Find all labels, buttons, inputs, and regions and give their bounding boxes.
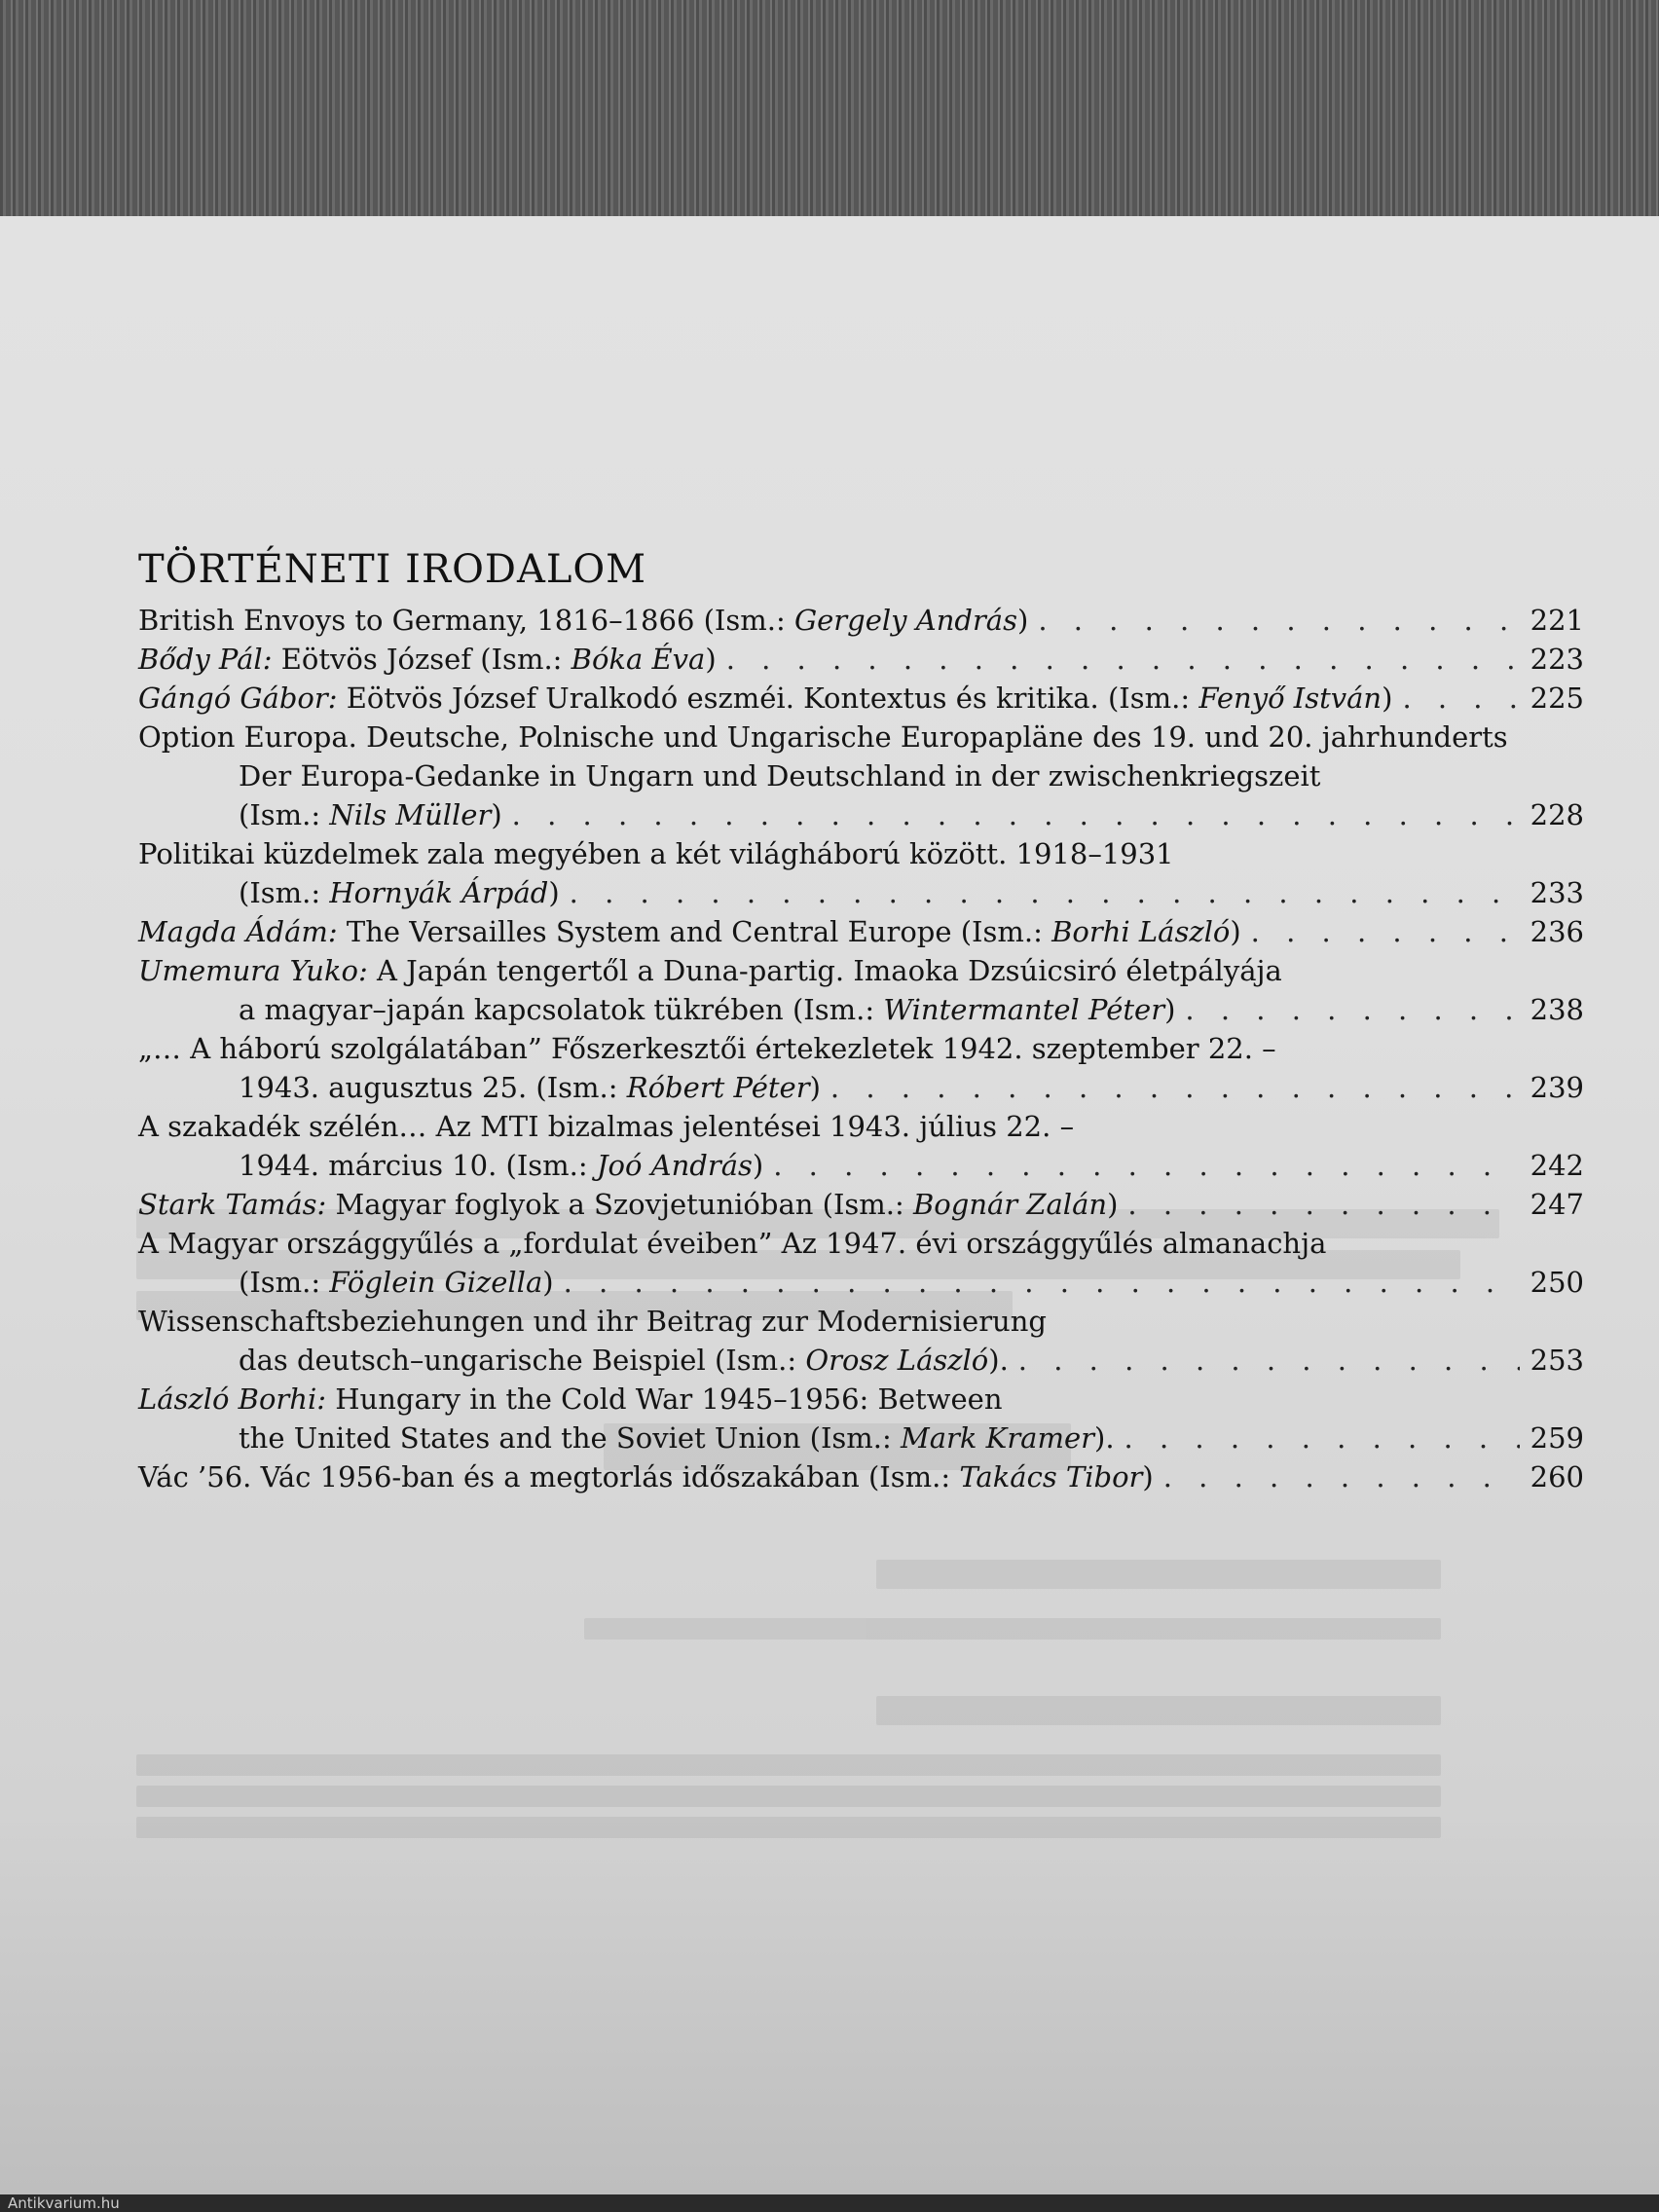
toc-entry: [138, 1107, 1584, 1185]
toc-entry-author: Umemura Yuko:: [138, 954, 368, 987]
toc-entry-title: Wissenschaftsbeziehungen und ihr Beitrag zur Modernisierung: [138, 1305, 1047, 1338]
toc-page-number: 259: [1530, 1421, 1584, 1455]
toc-entry: [138, 1302, 1584, 1380]
toc-page-number: 223: [1530, 643, 1584, 676]
toc-entry-reviewer: Bognár Zalán: [912, 1188, 1108, 1221]
toc-entry: [138, 912, 1584, 951]
toc-entry-title: the United States and the Soviet Union (Ism.:: [239, 1421, 902, 1455]
toc-page-number: 242: [1530, 1149, 1584, 1182]
toc-entry-close: ).: [988, 1344, 1009, 1377]
toc-entry-title: Hungary in the Cold War 1945–1956: Between: [326, 1382, 1003, 1416]
toc-entry-title: Magyar foglyok a Szovjetunióban (Ism.:: [326, 1188, 913, 1221]
toc-page-number: 238: [1530, 993, 1584, 1026]
toc-entry: [138, 1380, 1584, 1457]
toc-entry-close: ): [491, 798, 502, 831]
toc-entry-close: ): [705, 643, 717, 676]
toc-entry-title: A szakadék szélén… Az MTI bizalmas jelentései 1943. július 22. –: [138, 1110, 1075, 1143]
toc-entry-text: [138, 912, 1241, 951]
toc-page-number: 225: [1530, 682, 1584, 715]
book-page: [0, 216, 1659, 2212]
toc-entry-title: 1944. március 10. (Ism.:: [239, 1149, 597, 1182]
toc-entry-reviewer: Nils Müller: [329, 798, 492, 831]
toc-entry: [138, 951, 1584, 1029]
toc-entry-line: [138, 1380, 1584, 1419]
toc-entry-close: ).: [1094, 1421, 1115, 1455]
toc-page-number: 221: [1530, 604, 1584, 637]
toc-entry-line: [138, 640, 1584, 679]
toc-entry-text: [138, 951, 1282, 990]
toc-entry-title: Eötvös József (Ism.:: [272, 643, 571, 676]
toc-entry-reviewer: Gergely András: [793, 604, 1017, 637]
toc-entry-line: [138, 718, 1584, 756]
toc-entry-text: [138, 1302, 1047, 1341]
toc-entry-text: [138, 1185, 1118, 1224]
dot-leader: [1402, 679, 1520, 718]
toc-entry-text: [138, 640, 717, 679]
toc-entry-reviewer: Bóka Éva: [571, 643, 706, 676]
toc-entry-title: Option Europa. Deutsche, Polnische und Ungarische Europapläne des 19. und 20. jahrhunderts: [138, 720, 1508, 754]
dot-leader: [512, 795, 1520, 834]
table-of-contents: [138, 601, 1584, 1496]
toc-entry-line: [138, 1302, 1584, 1341]
toc-entry: [138, 679, 1584, 718]
toc-page-number: 239: [1530, 1071, 1584, 1104]
toc-entry-title: British Envoys to Germany, 1816–1866 (Ism.:: [138, 604, 794, 637]
toc-entry-line: [138, 795, 1584, 834]
toc-entry-text: [239, 1263, 554, 1302]
toc-entry-text: [138, 1224, 1326, 1263]
toc-entry-author: Gángó Gábor:: [138, 682, 338, 715]
toc-entry-reviewer: Joó András: [596, 1149, 753, 1182]
dot-leader: [564, 1263, 1520, 1302]
toc-entry-text: [239, 795, 502, 834]
toc-entry-text: [138, 1380, 1003, 1419]
toc-entry-text: [138, 1029, 1276, 1068]
toc-entry-reviewer: Orosz László: [805, 1344, 989, 1377]
toc-entry-text: [138, 718, 1508, 756]
toc-entry-line: [138, 1068, 1584, 1107]
toc-page-number: 260: [1530, 1460, 1584, 1493]
toc-entry-reviewer: Borhi László: [1051, 915, 1231, 948]
toc-entry-title: „… A háború szolgálatában” Főszerkesztői értekezletek 1942. szeptember 22. –: [138, 1032, 1276, 1065]
toc-page-number: 247: [1530, 1188, 1584, 1221]
toc-entry-line: [138, 756, 1584, 795]
dot-leader: [1038, 601, 1520, 640]
toc-entry-title: A Magyar országgyűlés a „fordulat éveiben” Az 1947. évi országgyűlés almanachja: [138, 1227, 1327, 1260]
toc-entry-text: [138, 679, 1392, 718]
toc-entry-close: ): [1164, 993, 1176, 1026]
toc-entry-line: [138, 1029, 1584, 1068]
toc-entry-line: [138, 1146, 1584, 1185]
toc-page-number: 233: [1530, 876, 1584, 909]
toc-entry: [138, 1224, 1584, 1302]
toc-entry-title: A Japán tengertől a Duna-partig. Imaoka Dzsúicsiró életpályája: [367, 954, 1282, 987]
toc-entry: [138, 1457, 1584, 1496]
toc-entry-line: [138, 873, 1584, 912]
toc-entry-reviewer: Hornyák Árpád: [329, 876, 549, 909]
toc-entry-title: The Versailles System and Central Europe (Ism.:: [337, 915, 1052, 948]
toc-entry-title: 1943. augusztus 25. (Ism.:: [239, 1071, 627, 1104]
toc-entry-text: [239, 873, 560, 912]
toc-entry-reviewer: Mark Kramer: [901, 1421, 1094, 1455]
toc-entry-close: ): [809, 1071, 821, 1104]
toc-page-number: 253: [1530, 1344, 1584, 1377]
toc-entry-line: [138, 951, 1584, 990]
toc-entry-author: Stark Tamás:: [138, 1188, 327, 1221]
dot-leader: [830, 1068, 1520, 1107]
toc-entry-title: (Ism.:: [239, 798, 330, 831]
dot-leader: [1018, 1341, 1520, 1380]
toc-entry-text: [239, 990, 1175, 1029]
dot-leader: [570, 873, 1520, 912]
toc-entry-line: [138, 1107, 1584, 1146]
toc-entry-title: das deutsch–ungarische Beispiel (Ism.:: [239, 1344, 806, 1377]
toc-entry-line: [138, 601, 1584, 640]
toc-entry-reviewer: Róbert Péter: [626, 1071, 810, 1104]
toc-entry-reviewer: Fenyő István: [1198, 682, 1382, 715]
toc-page-number: 228: [1530, 798, 1584, 831]
toc-entry-close: ): [752, 1149, 764, 1182]
toc-entry-close: ): [542, 1266, 554, 1299]
toc-entry-line: [138, 679, 1584, 718]
toc-entry-line: [138, 912, 1584, 951]
dot-leader: [773, 1146, 1520, 1185]
table-surface: [0, 0, 1659, 234]
dot-leader: [1124, 1419, 1520, 1457]
toc-entry-reviewer: Takács Tibor: [959, 1460, 1143, 1493]
toc-entry-text: [239, 1068, 821, 1107]
toc-entry-close: ): [548, 876, 560, 909]
toc-entry-text: [138, 1457, 1154, 1496]
toc-entry-title: Eötvös József Uralkodó eszméi. Kontextus és kritika. (Ism.:: [337, 682, 1199, 715]
toc-entry: [138, 1029, 1584, 1107]
toc-entry-close: ): [1107, 1188, 1119, 1221]
toc-entry-text: [239, 756, 1320, 795]
toc-entry-close: ): [1230, 915, 1241, 948]
toc-entry-title: Vác ’56. Vác 1956-ban és a megtorlás időszakában (Ism.:: [138, 1460, 960, 1493]
toc-entry-line: [138, 1341, 1584, 1380]
toc-entry-text: [239, 1419, 1115, 1457]
toc-entry-title: Der Europa-Gedanke in Ungarn und Deutschland in der zwischenkriegszeit: [239, 759, 1321, 793]
toc-page-number: 250: [1530, 1266, 1584, 1299]
toc-entry-title: a magyar–japán kapcsolatok tükrében (Ism.:: [239, 993, 884, 1026]
toc-entry: [138, 601, 1584, 640]
toc-page-number: 236: [1530, 915, 1584, 948]
toc-entry-close: ): [1142, 1460, 1154, 1493]
toc-entry-close: ): [1016, 604, 1029, 637]
toc-entry: [138, 834, 1584, 912]
toc-entry-line: [138, 1263, 1584, 1302]
toc-entry-text: [138, 834, 1174, 873]
toc-entry-text: [239, 1341, 1009, 1380]
toc-entry-title: (Ism.:: [239, 1266, 330, 1299]
toc-entry-author: Bődy Pál:: [138, 643, 273, 676]
section-title: TÖRTÉNETI IRODALOM: [138, 547, 647, 592]
toc-entry-text: [138, 1107, 1074, 1146]
toc-entry-line: [138, 1224, 1584, 1263]
toc-entry-line: [138, 1419, 1584, 1457]
dot-leader: [1163, 1457, 1520, 1496]
toc-entry-text: [239, 1146, 763, 1185]
toc-entry-author: László Borhi:: [138, 1382, 327, 1416]
watermark: Antikvarium.hu: [0, 2194, 1659, 2212]
dot-leader: [1251, 912, 1520, 951]
toc-entry-title: Politikai küzdelmek zala megyében a két világháború között. 1918–1931: [138, 837, 1174, 870]
toc-entry-text: [138, 601, 1028, 640]
toc-entry-reviewer: Föglein Gizella: [329, 1266, 543, 1299]
toc-entry-author: Magda Ádám:: [138, 915, 338, 948]
toc-entry-line: [138, 834, 1584, 873]
toc-entry-reviewer: Wintermantel Péter: [883, 993, 1165, 1026]
toc-entry-line: [138, 1185, 1584, 1224]
toc-entry-line: [138, 990, 1584, 1029]
toc-entry: [138, 1185, 1584, 1224]
toc-entry: [138, 718, 1584, 834]
toc-entry-close: ): [1382, 682, 1393, 715]
toc-entry-line: [138, 1457, 1584, 1496]
dot-leader: [726, 640, 1520, 679]
dot-leader: [1185, 990, 1520, 1029]
toc-entry: [138, 640, 1584, 679]
toc-entry-title: (Ism.:: [239, 876, 330, 909]
dot-leader: [1127, 1185, 1520, 1224]
